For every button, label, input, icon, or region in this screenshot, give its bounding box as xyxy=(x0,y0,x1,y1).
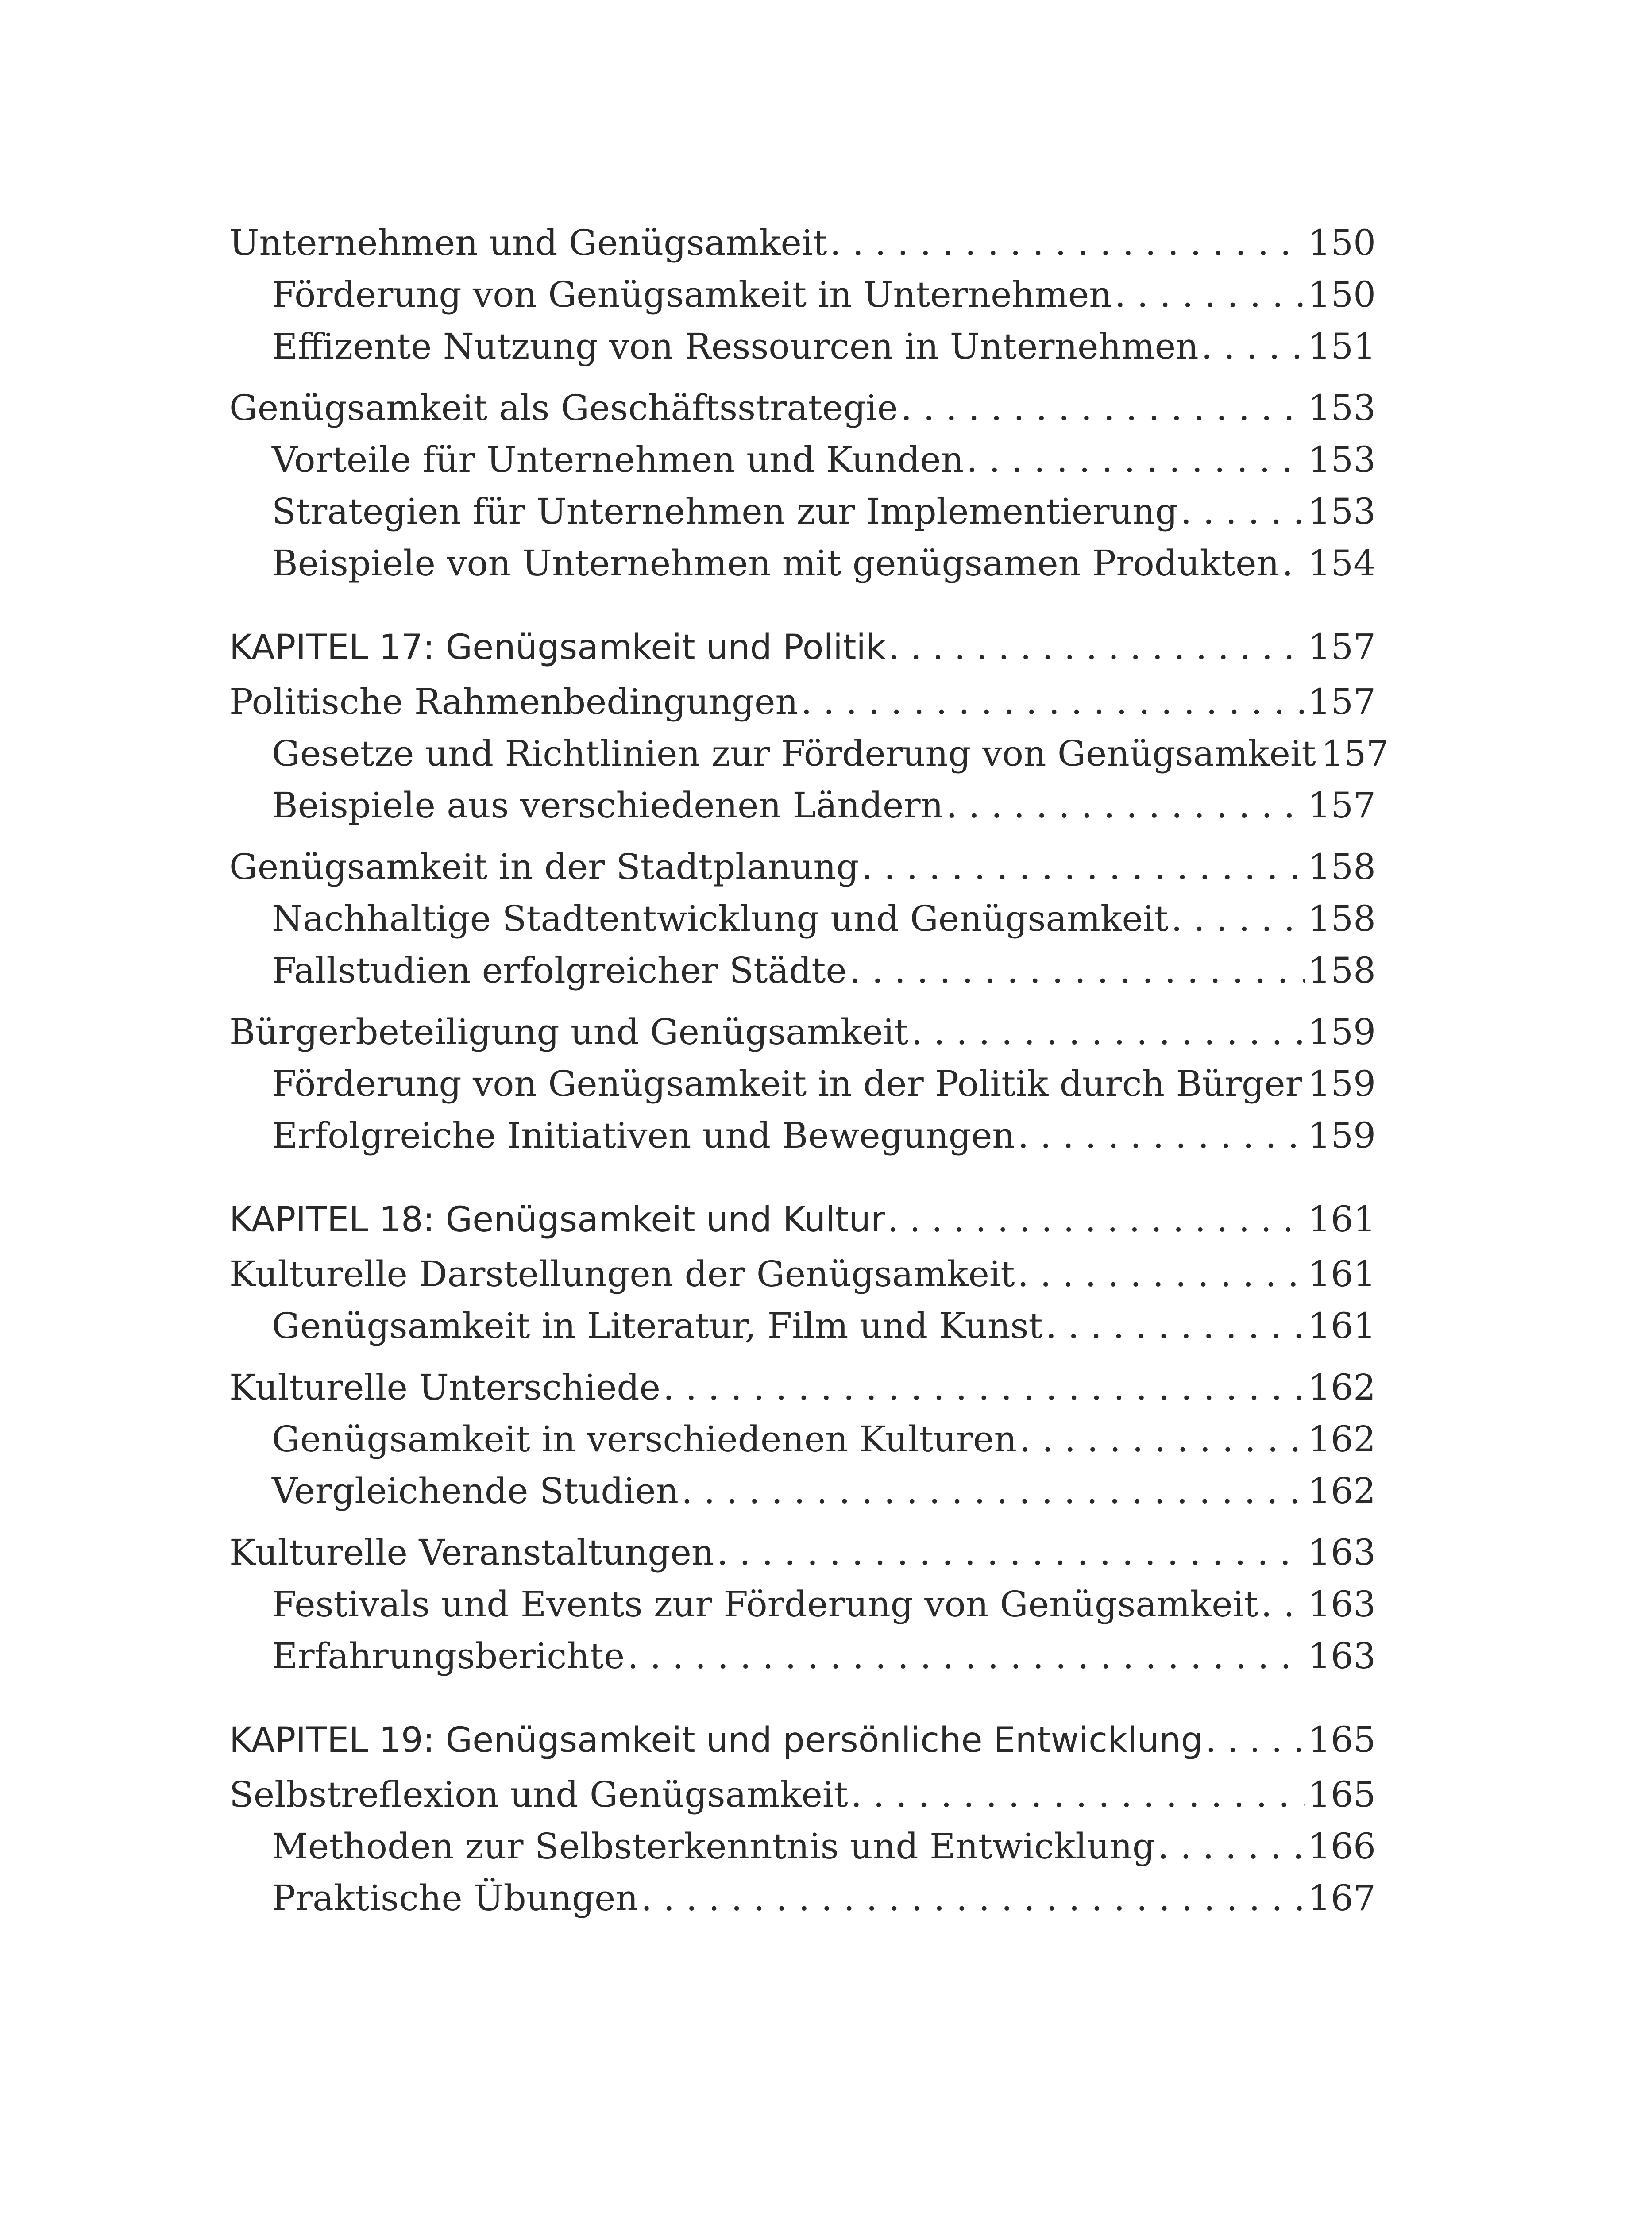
toc-entry-label: Politische Rahmenbedingungen xyxy=(229,681,799,722)
toc-page-number: 158 xyxy=(1308,846,1376,887)
dot-leader xyxy=(1201,320,1306,372)
toc-page-number: 161 xyxy=(1308,1253,1376,1295)
toc-entry-label: Vorteile für Unternehmen und Kunden xyxy=(272,439,964,480)
dot-leader xyxy=(1261,1578,1305,1630)
dot-leader xyxy=(681,1465,1305,1517)
toc-section xyxy=(229,676,1376,728)
toc-subsection xyxy=(229,320,1376,372)
toc-page-number: 153 xyxy=(1308,387,1376,428)
toc-subsection xyxy=(229,486,1376,537)
toc-entry-label: Vergleichende Studien xyxy=(272,1470,679,1511)
toc-subsection xyxy=(229,1465,1376,1517)
dot-leader xyxy=(663,1361,1305,1413)
toc-entry-label: Kulturelle Unterschiede xyxy=(229,1367,660,1408)
dot-leader xyxy=(851,1769,1306,1820)
toc-section xyxy=(229,1527,1376,1578)
toc-subsection xyxy=(229,945,1376,996)
toc-page-number: 157 xyxy=(1321,733,1389,774)
toc-page-number: 157 xyxy=(1308,681,1376,722)
dot-leader xyxy=(1282,537,1305,589)
toc-page-number: 159 xyxy=(1308,1063,1376,1104)
toc-page-number: 159 xyxy=(1308,1115,1376,1156)
toc-entry-label: Förderung von Genügsamkeit in Unternehmen xyxy=(272,274,1112,315)
toc-entry-label: Selbstreflexion und Genügsamkeit xyxy=(229,1774,848,1815)
toc-page-number: 163 xyxy=(1308,1584,1376,1625)
toc-page-number: 159 xyxy=(1308,1011,1376,1053)
toc-page-number: 162 xyxy=(1308,1419,1376,1460)
dot-leader xyxy=(627,1630,1305,1682)
toc-subsection xyxy=(229,779,1376,831)
toc-entry-label: Festivals und Events zur Förderung von Genügsamkeit xyxy=(272,1584,1258,1625)
dot-leader xyxy=(641,1872,1305,1924)
toc-subsection xyxy=(229,1630,1376,1682)
dot-leader xyxy=(1171,893,1306,945)
toc-entry-label: Fallstudien erfolgreicher Städte xyxy=(272,950,847,991)
toc-page-number: 162 xyxy=(1308,1367,1376,1408)
dot-leader xyxy=(888,619,1305,676)
toc-page-number: 167 xyxy=(1308,1878,1376,1919)
toc-section xyxy=(229,1769,1376,1820)
toc-section xyxy=(229,382,1376,434)
dot-leader xyxy=(1019,1413,1305,1465)
toc-chapter xyxy=(229,618,1376,676)
dot-leader xyxy=(911,1006,1305,1058)
toc-subsection xyxy=(229,1872,1376,1924)
toc-entry-label: Unternehmen und Genügsamkeit xyxy=(229,222,827,263)
dot-leader xyxy=(1046,1300,1306,1352)
toc-entry-label: Genügsamkeit als Geschäftsstrategie xyxy=(229,387,898,428)
toc-entry-label: Erfahrungsberichte xyxy=(272,1635,625,1677)
toc-entry-label: Gesetze und Richtlinien zur Förderung von Genügsamkeit xyxy=(272,733,1316,774)
toc-entry-label: Bürgerbeteiligung und Genügsamkeit xyxy=(229,1011,909,1053)
toc-chapter-label: KAPITEL 19: Genügsamkeit und persönliche Entwicklung xyxy=(229,1720,1203,1760)
toc-subsection xyxy=(229,1300,1376,1352)
toc-section xyxy=(229,1006,1376,1058)
toc-entry-label: Effizente Nutzung von Ressourcen in Unternehmen xyxy=(272,326,1199,367)
toc-section xyxy=(229,841,1376,893)
toc-page-number: 158 xyxy=(1308,898,1376,939)
toc-entry-label: Strategien für Unternehmen zur Implementierung xyxy=(272,491,1178,532)
toc-subsection xyxy=(229,434,1376,486)
toc-subsection xyxy=(229,1578,1376,1630)
toc-entry-label: Beispiele von Unternehmen mit genügsamen Produkten xyxy=(272,543,1280,584)
dot-leader xyxy=(1205,1712,1305,1769)
toc-entry-label: Kulturelle Veranstaltungen xyxy=(229,1532,714,1573)
toc-page-number: 166 xyxy=(1308,1826,1376,1867)
toc-section xyxy=(229,1361,1376,1413)
dot-leader xyxy=(1018,1110,1305,1161)
toc-subsection xyxy=(229,728,1389,779)
toc-entry-label: Beispiele aus verschiedenen Ländern xyxy=(272,785,944,826)
toc-page-number: 151 xyxy=(1308,326,1376,367)
toc-subsection xyxy=(229,893,1376,945)
toc-subsection xyxy=(229,1110,1376,1161)
toc-entry-label: Methoden zur Selbsterkenntnis und Entwicklung xyxy=(272,1826,1155,1867)
dot-leader xyxy=(966,434,1305,486)
toc-subsection xyxy=(229,269,1376,320)
toc-page-number: 157 xyxy=(1308,785,1376,826)
toc-subsection xyxy=(229,1413,1376,1465)
toc-section xyxy=(229,1248,1376,1300)
toc-entry-label: Kulturelle Darstellungen der Genügsamkeit xyxy=(229,1253,1015,1295)
toc-chapter xyxy=(229,1711,1376,1769)
toc-page-number: 162 xyxy=(1308,1470,1376,1511)
toc-page-number: 161 xyxy=(1308,1305,1376,1346)
toc-subsection xyxy=(229,537,1376,589)
toc-page-number: 153 xyxy=(1308,491,1376,532)
toc-page-number: 157 xyxy=(1308,626,1376,667)
toc-page-number: 163 xyxy=(1308,1635,1376,1677)
dot-leader xyxy=(717,1527,1305,1578)
dot-leader xyxy=(946,779,1305,831)
toc-page-number: 153 xyxy=(1308,439,1376,480)
toc-page-number: 154 xyxy=(1308,543,1376,584)
toc-entry-label: Erfolgreiche Initiativen und Bewegungen xyxy=(272,1115,1015,1156)
toc-page-number: 150 xyxy=(1308,274,1376,315)
dot-leader xyxy=(861,841,1305,893)
toc-entry-label: Nachhaltige Stadtentwicklung und Genügsamkeit xyxy=(272,898,1169,939)
toc-subsection xyxy=(229,1058,1376,1110)
toc-chapter-label: KAPITEL 18: Genügsamkeit und Kultur xyxy=(229,1200,885,1240)
toc-chapter-label: KAPITEL 17: Genügsamkeit und Politik xyxy=(229,628,886,667)
dot-leader xyxy=(1158,1820,1305,1872)
dot-leader xyxy=(888,1191,1305,1249)
toc-page-number: 158 xyxy=(1308,950,1376,991)
dot-leader xyxy=(1115,269,1306,320)
toc-page-number: 165 xyxy=(1308,1719,1376,1760)
toc-subsection xyxy=(229,1820,1376,1872)
toc-entry-label: Förderung von Genügsamkeit in der Politik durch Bürger xyxy=(272,1063,1302,1104)
dot-leader xyxy=(1181,486,1306,537)
toc-entry-label: Genügsamkeit in der Stadtplanung xyxy=(229,846,859,887)
dot-leader xyxy=(901,382,1306,434)
dot-leader xyxy=(849,945,1306,996)
toc-chapter xyxy=(229,1191,1376,1248)
toc-page-number: 150 xyxy=(1308,222,1376,263)
toc-section xyxy=(229,217,1376,269)
dot-leader xyxy=(830,217,1306,269)
dot-leader xyxy=(801,676,1305,728)
toc-page-number: 163 xyxy=(1308,1532,1376,1573)
toc-entry-label: Genügsamkeit in Literatur, Film und Kunst xyxy=(272,1305,1043,1346)
toc-page-number: 161 xyxy=(1308,1199,1376,1240)
toc-entry-label: Genügsamkeit in verschiedenen Kulturen xyxy=(272,1419,1017,1460)
toc-page-number: 165 xyxy=(1308,1774,1376,1815)
table-of-contents xyxy=(229,217,1389,1924)
toc-entry-label: Praktische Übungen xyxy=(272,1878,638,1919)
dot-leader xyxy=(1018,1248,1306,1300)
